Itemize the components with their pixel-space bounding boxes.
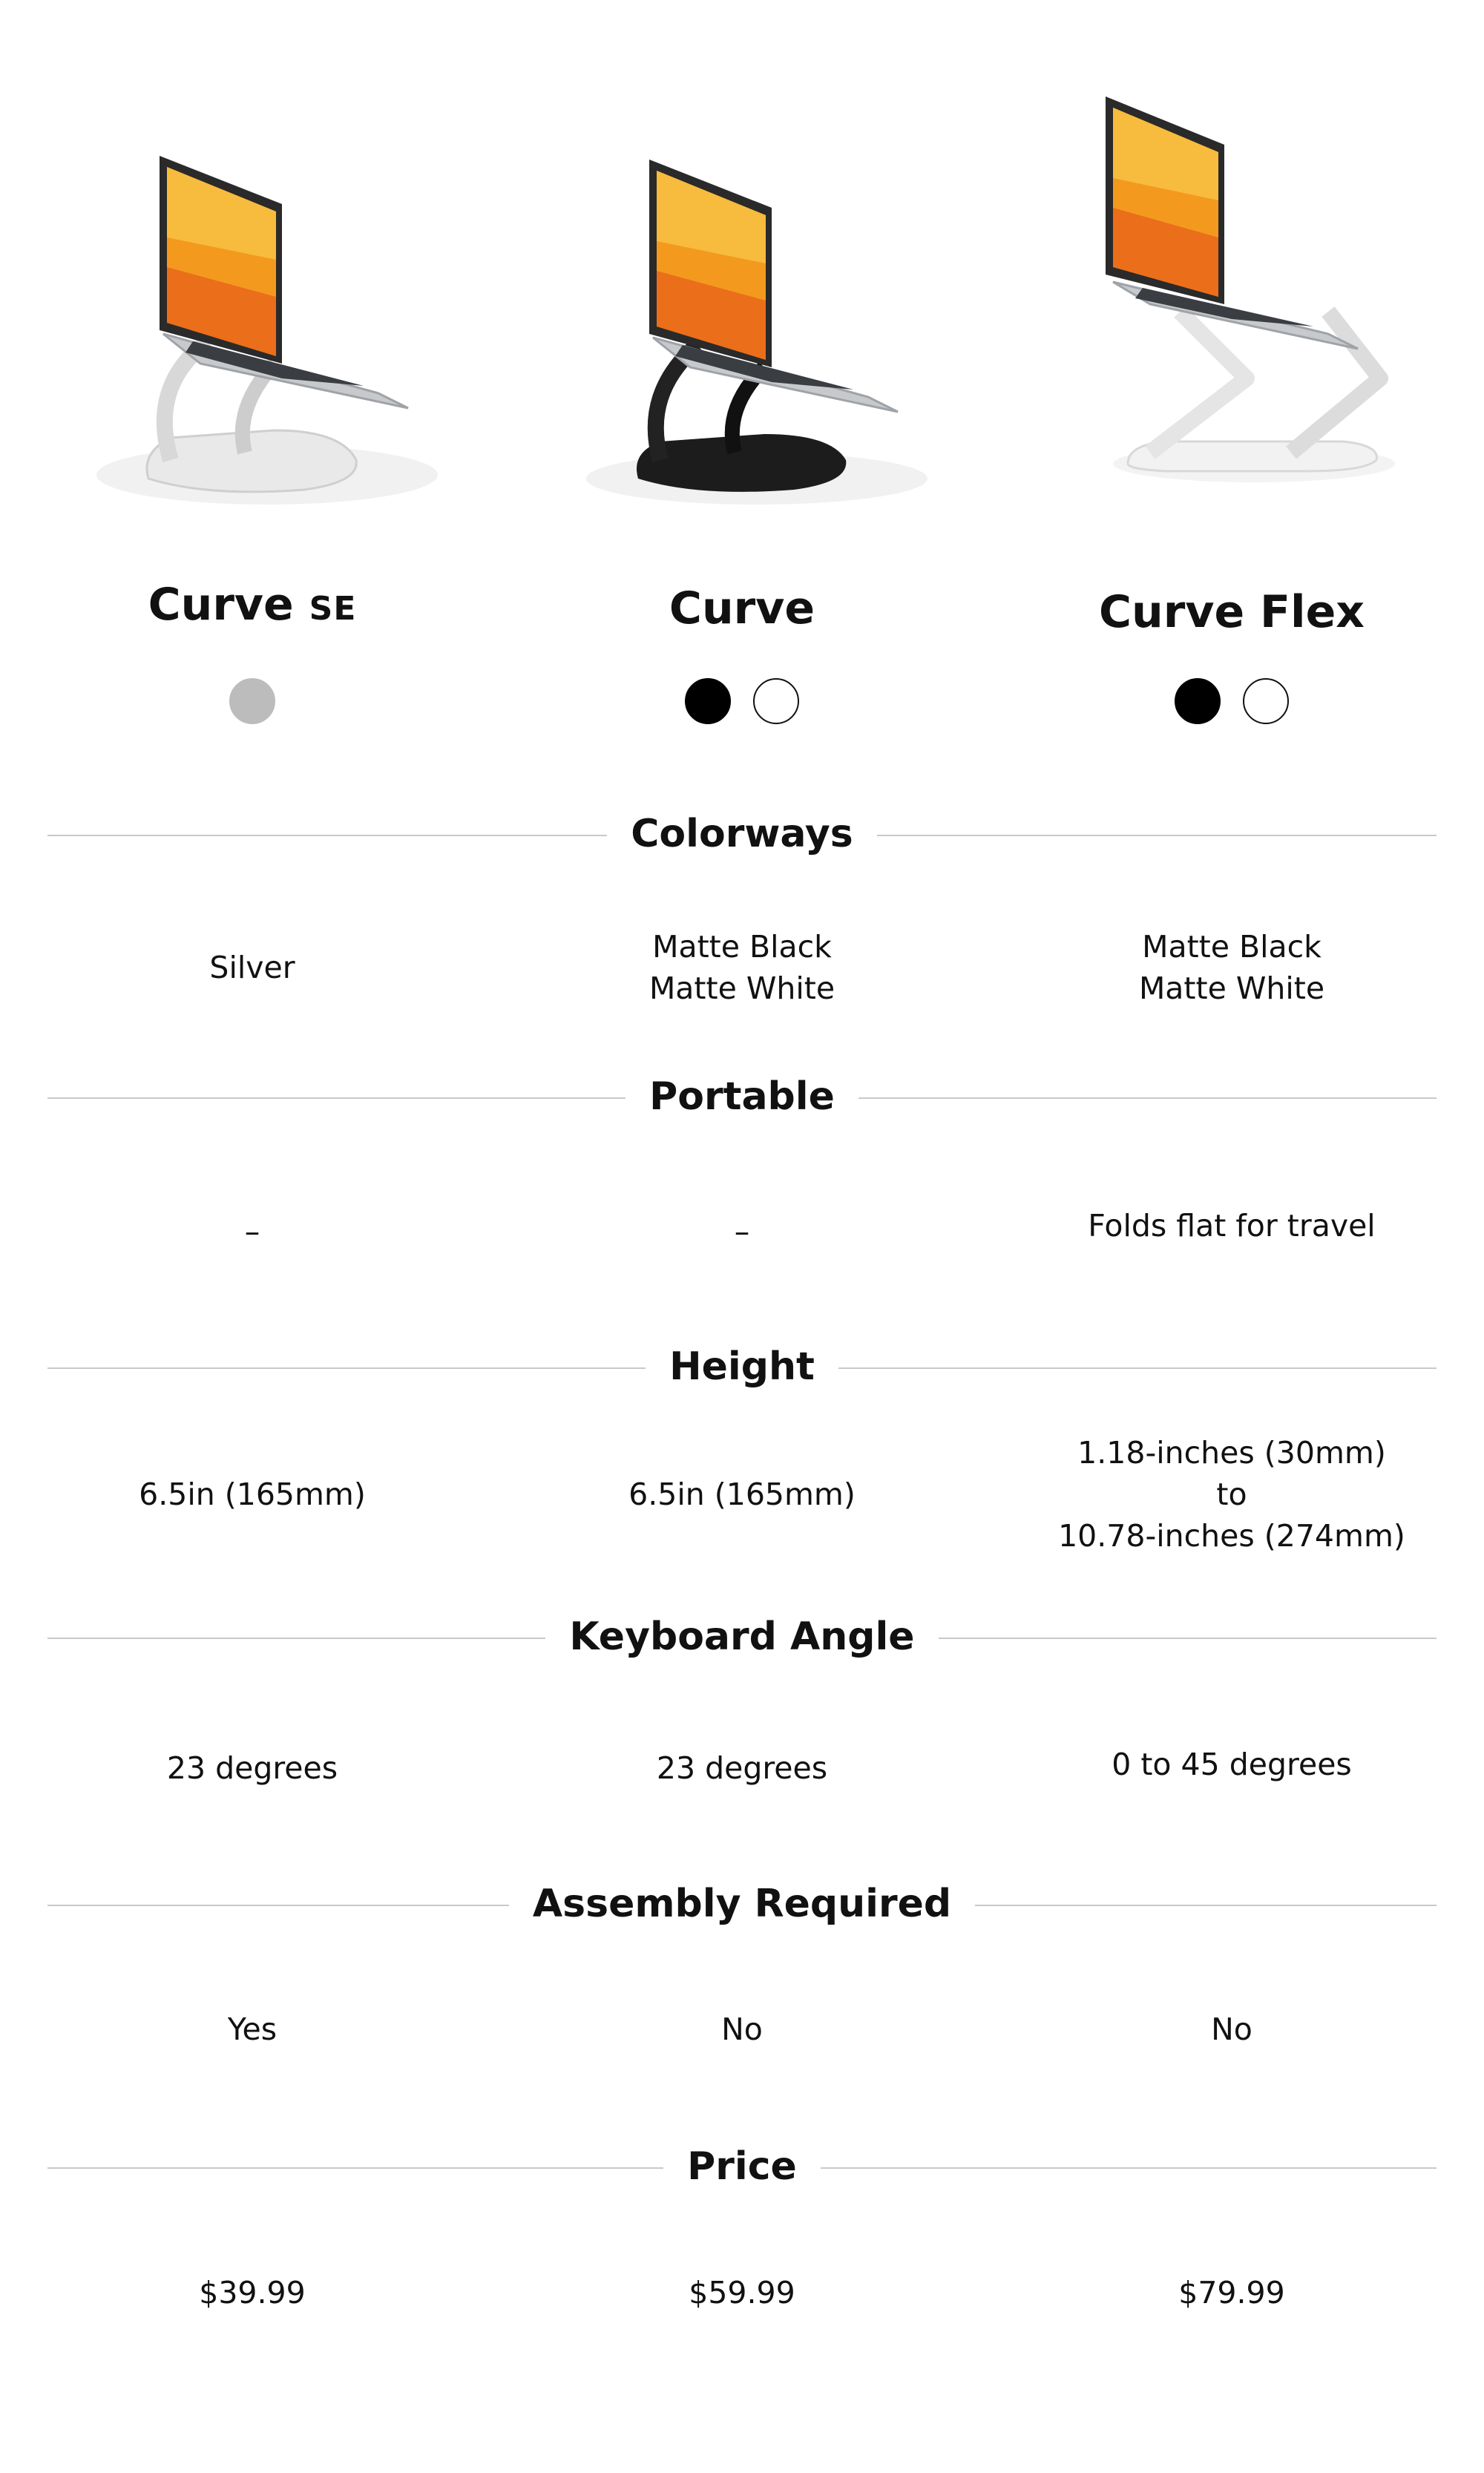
product-name-text: Curve Flex bbox=[1099, 586, 1365, 638]
height-value-curve bbox=[497, 1474, 987, 1515]
assembly-value-curve-flex bbox=[987, 2009, 1477, 2050]
value-line: – bbox=[734, 1214, 750, 1249]
section-title-keyboard-angle bbox=[0, 1615, 1484, 1659]
value-line: No bbox=[1211, 2011, 1252, 2047]
section-title-height bbox=[0, 1344, 1484, 1389]
section-title-colorways bbox=[0, 812, 1484, 856]
value-line: 0 to 45 degrees bbox=[1112, 1747, 1352, 1782]
value-line: Matte Black bbox=[652, 929, 832, 965]
value-line: 1.18-inches (30mm) bbox=[1077, 1435, 1386, 1471]
section-title-text: Keyboard Angle bbox=[545, 1615, 938, 1659]
section-title-text: Colorways bbox=[607, 812, 876, 856]
value-line: No bbox=[721, 2011, 763, 2047]
product-name-suffix: SE bbox=[309, 590, 357, 628]
section-title-price bbox=[0, 2144, 1484, 2189]
price-value-curve-flex bbox=[987, 2272, 1477, 2313]
value-line: to bbox=[1216, 1477, 1247, 1512]
value-line: $39.99 bbox=[199, 2275, 306, 2311]
value-line: Matte Black bbox=[1142, 929, 1322, 965]
color-swatches bbox=[987, 678, 1477, 724]
keyboard-angle-value-curve bbox=[497, 1747, 987, 1789]
value-line: 23 degrees bbox=[656, 1750, 828, 1786]
white-swatch[interactable] bbox=[1243, 678, 1289, 724]
color-swatches bbox=[497, 678, 987, 724]
portable-value-curve-se bbox=[7, 1211, 497, 1252]
value-line: 23 degrees bbox=[166, 1750, 338, 1786]
height-value-curve-flex bbox=[987, 1432, 1477, 1557]
assembly-value-curve bbox=[497, 2009, 987, 2050]
color-swatches bbox=[7, 678, 497, 724]
laptop-stand-silver-image bbox=[59, 141, 460, 527]
value-line: Silver bbox=[209, 950, 295, 985]
value-line: 6.5in (165mm) bbox=[628, 1477, 856, 1512]
section-title-text: Assembly Required bbox=[509, 1882, 975, 1926]
keyboard-angle-value-curve-se bbox=[7, 1747, 497, 1789]
black-swatch[interactable] bbox=[685, 678, 731, 724]
black-swatch[interactable] bbox=[1175, 678, 1221, 724]
value-line: Matte White bbox=[1138, 971, 1325, 1006]
section-title-text: Height bbox=[646, 1344, 838, 1389]
value-line: Matte White bbox=[649, 971, 835, 1006]
keyboard-angle-value-curve-flex bbox=[987, 1744, 1477, 1785]
value-line: Yes bbox=[227, 2011, 278, 2047]
height-value-curve-se bbox=[7, 1474, 497, 1515]
laptop-stand-black-image bbox=[549, 148, 950, 527]
laptop-stand-flex-white-image bbox=[1083, 89, 1425, 490]
product-name-curve-flex bbox=[987, 586, 1477, 638]
white-swatch[interactable] bbox=[753, 678, 799, 724]
price-value-curve-se bbox=[7, 2272, 497, 2313]
value-line: $79.99 bbox=[1178, 2275, 1285, 2311]
colorways-value-curve bbox=[497, 926, 987, 1009]
colorways-value-curve-flex bbox=[987, 926, 1477, 1009]
silver-swatch[interactable] bbox=[229, 678, 275, 724]
portable-value-curve bbox=[497, 1211, 987, 1252]
value-line: $59.99 bbox=[689, 2275, 795, 2311]
colorways-value-curve-se bbox=[7, 947, 497, 988]
section-title-text: Price bbox=[663, 2144, 821, 2189]
assembly-value-curve-se bbox=[7, 2009, 497, 2050]
value-line: 6.5in (165mm) bbox=[139, 1477, 366, 1512]
value-line: – bbox=[244, 1214, 260, 1249]
section-title-text: Portable bbox=[626, 1074, 858, 1119]
section-title-assembly-required bbox=[0, 1882, 1484, 1926]
value-line: 10.78-inches (274mm) bbox=[1058, 1518, 1405, 1554]
price-value-curve bbox=[497, 2272, 987, 2313]
product-name-text: Curve bbox=[669, 582, 815, 634]
value-line: Folds flat for travel bbox=[1088, 1208, 1376, 1244]
portable-value-curve-flex bbox=[987, 1205, 1477, 1247]
product-name-curve-se bbox=[7, 579, 497, 631]
product-name-text: Curve bbox=[148, 579, 294, 631]
section-title-portable bbox=[0, 1074, 1484, 1119]
product-name-curve bbox=[497, 582, 987, 634]
